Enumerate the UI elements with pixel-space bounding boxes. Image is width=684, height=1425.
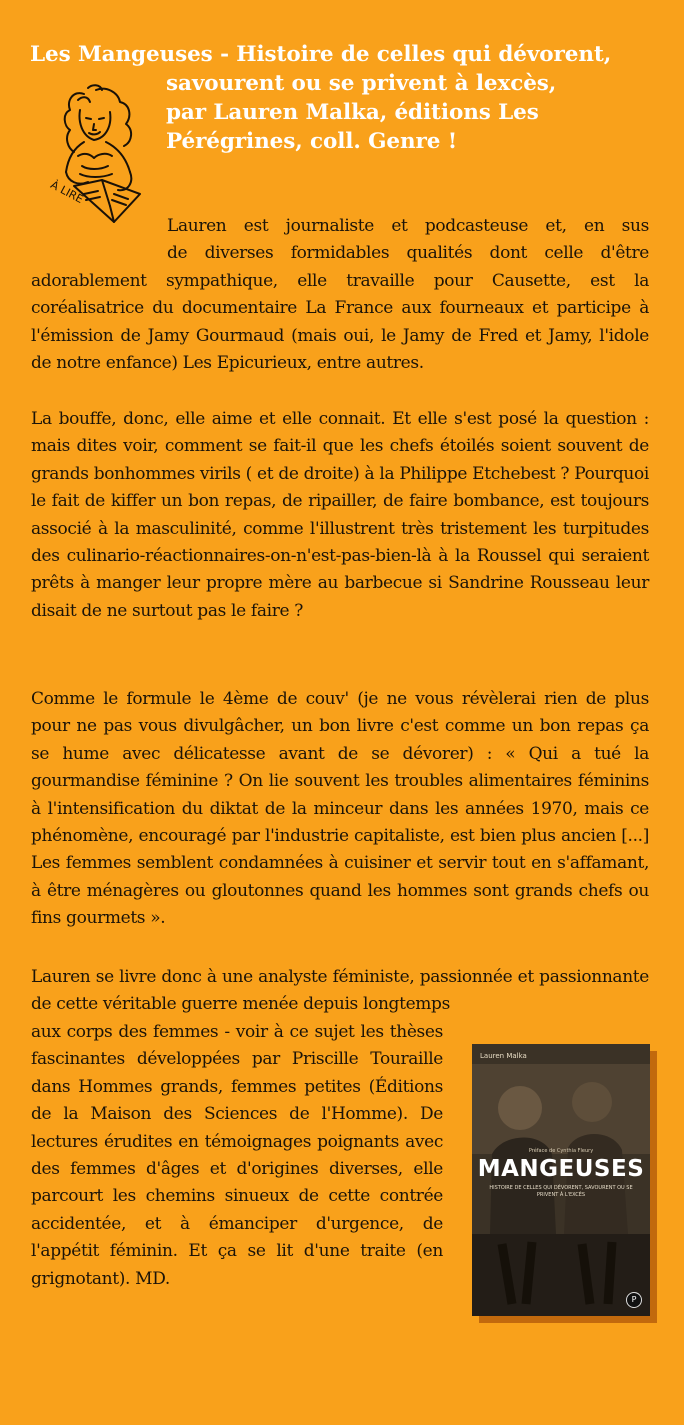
title-line-3: par Lauren Malka, éditions Les bbox=[166, 100, 539, 125]
title-line-1: Les Mangeuses - Histoire de celles qui dévorent, bbox=[30, 42, 612, 67]
title-line-2: savourent ou se privent à lexcès, bbox=[166, 71, 557, 96]
cover-author: Lauren Malka bbox=[480, 1052, 527, 1060]
cover-subtitle: HISTOIRE DE CELLES QUI DÉVORENT, SAVOURENT OU SE PRIVENT À L'EXCÈS bbox=[489, 1185, 633, 1198]
paragraph-1-line-1: Lauren est journaliste et podcasteuse et, en sus bbox=[167, 216, 649, 236]
paragraph-1-line-2: de diverses formidables qualités dont celle d'être bbox=[167, 243, 649, 264]
cover-pretitle: Préface de Cynthia Fleury bbox=[528, 1148, 594, 1154]
cover-title: MANGEUSES bbox=[477, 1156, 645, 1182]
paragraph-3: Comme le formule le 4ème de couv' (je ne vous révèlerai rien de plus pour ne pas vous divulgâcher, un bon livre c'est comme un bon repas ça se hume avec délicatesse avant de se dévorer) : « Qui a tué la gourmandise féminine ? On lie souvent les troubles alimentaires féminins à l'intensification du diktat de la minceur dans les années 1970, mais ce phénomène, encouragé par l'industrie capitaliste, est bien plus ancien [...] Les femmes semblent condamnées à cuisiner et servir tout en s'affamant, à être ménagères ou gloutonnes quand les hommes sont grands chefs ou fins gourmets ». bbox=[31, 689, 649, 929]
paragraph-1 bbox=[31, 213, 649, 377]
reading-girl-illustration bbox=[44, 82, 156, 232]
book-cover bbox=[472, 1044, 650, 1316]
paragraph-1-rest: adorablement sympathique, elle travaille pour Causette, est la coréalisatrice du documentaire La France aux fourneaux et participe à l'émission de Jamy Gourmaud (mais oui, le Jamy de Fred et Jamy, l'idole de notre enfance) Les Epicurieux, entre autres. bbox=[31, 270, 649, 374]
paragraph-5: aux corps des femmes - voir à ce sujet les thèses fascinantes développées par Priscille Touraille dans Hommes grands, femmes petites (Éditions de la Maison des Sciences de l'Homme). De lectures érudites en témoignages poignants avec des femmes d'âges et d'origines diverses, elle parcourt les chemins sinueux de cette contrée accidentée, et à émanciper d'urgence, de l'appétit féminin. Et ça se lit d'une traite (en grignotant). MD. bbox=[31, 1022, 443, 1289]
publisher-logo: P bbox=[626, 1292, 642, 1308]
paragraph-4: Lauren se livre donc à une analyste féministe, passionnée et passionnante de cette véritable guerre menée depuis longtemps bbox=[31, 967, 649, 1015]
sketch-label: À LIRE bbox=[48, 178, 86, 207]
paragraph-2: La bouffe, donc, elle aime et elle connait. Et elle s'est posé la question : mais dites voir, comment se fait-il que les chefs étoilés soient souvent de grands bonhommes virils ( et de droite) à la Philippe Etchebest ? Pourquoi le fait de kiffer un bon repas, de ripailler, de faire bombance, est toujours associé à la masculinité, comme l'illustrent très tristement les turpitudes des culinario-réactionnaires-on-n'est-pas-bien-là à la Roussel qui seraient prêts à manger leur propre mère au barbecue si Sandrine Rousseau leur disait de ne surtout pas le faire ? bbox=[31, 409, 649, 621]
title-line-4: Pérégrines, coll. Genre ! bbox=[166, 129, 458, 154]
